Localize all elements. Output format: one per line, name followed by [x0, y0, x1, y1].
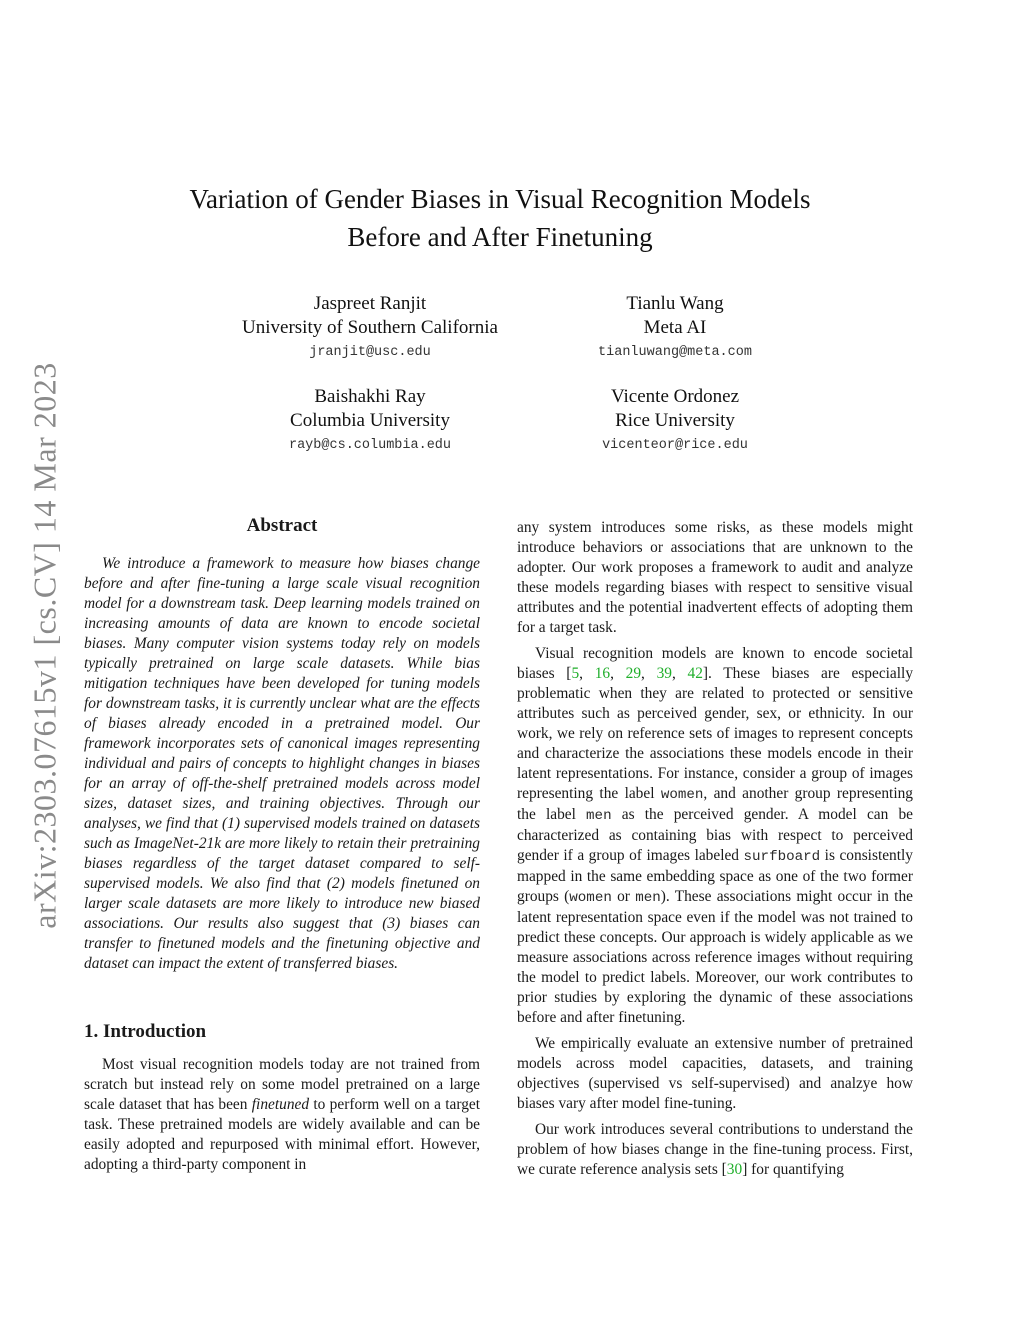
- text-run: to perform well on a target task. These pretrained models are widely available and can be easily adopted and repurposed with minimal effort. However, adopting a third-party component in: [84, 1096, 481, 1173]
- introduction-paragraph: [84, 1055, 480, 1175]
- text-run: Visual recognition models are known to encode societal biases [: [517, 645, 913, 682]
- code-label: women: [660, 787, 704, 803]
- text-run: ] for quantifying: [742, 1161, 844, 1178]
- author-email[interactable]: tianluwang@meta.com: [598, 345, 752, 360]
- code-label: women: [569, 890, 612, 906]
- author-affiliation: Meta AI: [643, 317, 707, 338]
- author-name: Tianlu Wang: [626, 293, 724, 314]
- author-affiliation: University of Southern California: [242, 317, 498, 338]
- code-label: surfboard: [743, 849, 821, 865]
- text-run: Our work introduces several contributions to understand the problem of how biases change in the fine-tuning process. First, we curate reference analysis sets [: [517, 1121, 913, 1178]
- abstract-heading: Abstract: [246, 515, 318, 536]
- title-line-2: Before and After Finetuning: [347, 222, 653, 252]
- abstract-body: We introduce a framework to measure how biases change before and after fine-tuning a large scale visual recognition model for a downstream task. Deep learning models trained on increasing amounts of data are known to encode societal biases. Many computer vision systems today rely on models typically pretrained on large scale datasets. While bias mitigation techniques have been developed for tuning models for downstream tasks, it is currently unclear what are the effects of biases already encoded in a pretrained model. Our framework incorporates sets of canonical images representing individual and pairs of concepts to highlight changes in biases for an array of off-the-shelf pretrained models across model sizes, dataset sizes, and training objectives. Through our analyses, we find that (1) supervised models trained on datasets such as ImageNet-21k are more likely to retain their pretraining biases regardless of the target dataset compared to self-supervised models. We also find that (2) models finetuned on larger scale datasets are more likely to introduce new biased associations. Our results also suggest that (3) biases can transfer to finetuned models and the finetuning objective and dataset can impact the extent of transferred biases.: [84, 555, 480, 972]
- right-column: [517, 518, 913, 1186]
- paper-title: [100, 180, 900, 256]
- title-line-1: Variation of Gender Biases in Visual Recognition Models: [189, 184, 811, 214]
- code-label: men: [635, 890, 661, 906]
- text-run: is consistently mapped in the same embedding space as one of the two former groups (: [517, 847, 913, 905]
- introduction-heading: 1. Introduction: [84, 1021, 207, 1042]
- arxiv-id: arXiv:2303.07615v1 [cs.CV] 14 Mar 2023: [26, 361, 63, 929]
- author-affiliation: Rice University: [615, 410, 735, 431]
- arxiv-stamp: [15, 350, 75, 940]
- bias-paragraph: Visual recognition models are known to encode societal biases [5, 16, 29, 39, 42]. These biases are especially problematic when they are related to protected or sensitive attributes such as perceived gender, sex, or ethnicity. In our work, we rely on reference sets of images to represent concepts and characterize the associations these models encode in their latent representations. For instance, consider a group of images representing the label women, and another group representing the label men as the perceived gender. A model can be characterized as containing bias with respect to perceived gender if a group of images labeled surfboard is consistently mapped in the same embedding space as one of the two former groups (women or men). These associations might occur in the latent representation space even if the model was not trained to predict these concepts. Our approach is widely applicable as we measure associations across reference images without requiring the model to predict labels. Moreover, our work contributes to prior studies by exploring the dynamic of these associations before and after finetuning.: [517, 645, 914, 1026]
- citation-link[interactable]: 29: [625, 665, 642, 682]
- code-label: men: [586, 808, 612, 824]
- emphasis-text: finetuned: [251, 1096, 310, 1113]
- author-name: Vicente Ordonez: [610, 386, 740, 407]
- author-name: Jaspreet Ranjit: [313, 293, 427, 314]
- author-block: [540, 292, 810, 364]
- text-run: , and another group representing the label: [517, 785, 913, 823]
- continued-paragraph: any system introduces some risks, as these models might introduce behaviors or associations that are unknown to the adopter. Our work proposes a framework to audit and analyze these models regarding biases with respect to sensitive visual attributes and the potential inadvertent effects of adopting them for a target task.: [517, 519, 913, 636]
- citation-link[interactable]: 5: [571, 665, 580, 682]
- citation-link[interactable]: 42: [687, 665, 703, 682]
- citation-link[interactable]: 16: [594, 665, 611, 682]
- author-email[interactable]: vicenteor@rice.edu: [602, 438, 748, 453]
- text-run: as the perceived gender. A model can be characterized as containing bias with respect to perceived gender if a group of images labeled: [517, 806, 913, 864]
- citation-link[interactable]: 39: [656, 665, 672, 682]
- evaluation-paragraph: We empirically evaluate an extensive number of pretrained models across model capacities, datasets, and training objectives (supervised vs self-supervised) and analzye how biases vary after model fine-tuning.: [517, 1035, 913, 1112]
- author-name: Baishakhi Ray: [314, 386, 426, 407]
- text-run: ). These associations might occur in the latent representation space even if the model was not trained to predict these concepts. Our approach is widely applicable as we measure associations across reference images without requiring the model to predict labels. Moreover, our work contributes to prior studies by exploring the dynamic of these associations before and after finetuning.: [517, 888, 913, 1026]
- text-run: Most visual recognition models today are not trained from scratch but instead rely on some model pretrained on a large scale dataset that has been: [84, 1056, 480, 1113]
- contributions-paragraph: [517, 1120, 913, 1180]
- text-run: or: [611, 888, 636, 905]
- author-email[interactable]: jranjit@usc.edu: [309, 345, 431, 360]
- left-column: [84, 514, 480, 1181]
- author-block: [190, 385, 550, 457]
- text-run: ]. These biases are especially problematic when they are related to protected or sensitive attributes such as perceived gender, sex, or ethnicity. In our work, we rely on reference sets of images to represent concepts and characterize the associations these models encode in their latent representations. For instance, consider a group of images representing the label: [517, 665, 914, 802]
- citation-link[interactable]: 30: [726, 1161, 743, 1178]
- author-email[interactable]: rayb@cs.columbia.edu: [288, 438, 452, 453]
- author-block: [540, 385, 810, 457]
- author-block: [190, 292, 550, 364]
- author-affiliation: Columbia University: [290, 410, 450, 431]
